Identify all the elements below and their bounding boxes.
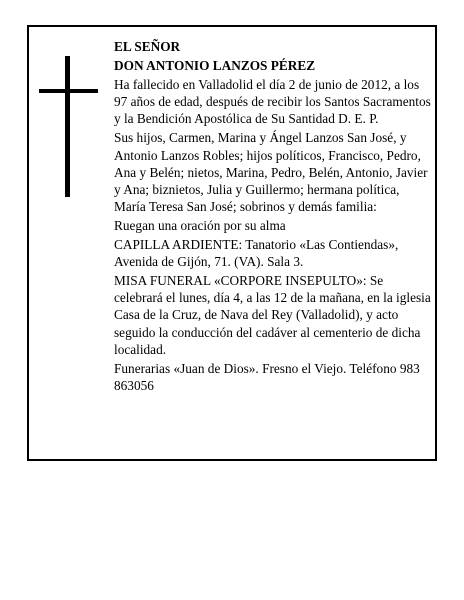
obituary-text (114, 38, 432, 396)
notice-title: EL SEÑOR (114, 39, 181, 54)
funeral-mass-info: MISA FUNERAL «CORPORE INSEPULTO»: Se celebrará el lunes, día 4, a las 12 de la mañana, en la iglesia Casa de la Cruz, de Nava del Rey (Valladolid), y acto seguido la conducción del cadáver al cementerio de dicha localidad. (114, 273, 431, 357)
prayer-request: Ruegan una oración por su alma (114, 217, 286, 233)
funeral-home-contact: Funerarias «Juan de Dios». Fresno el Viejo. Teléfono 983 863056 (114, 360, 420, 393)
family-list: Sus hijos, Carmen, Marina y Ángel Lanzos San José, y Antonio Lanzos Robles; hijos políticos, Francisco, Pedro, Ana y Belén; nietos, Marina, Pedro, Belén, Antonio, Javier y Ana; biznietos, Julia y Guillermo; hermana política, María Teresa San José; sobrinos y demás familia: (114, 130, 428, 214)
cross-icon (39, 56, 99, 197)
death-announcement: Ha fallecido en Valladolid el día 2 de junio de 2012, a los 97 años de edad, después de recibir los Santos Sacramentos y la Bendición Apostólica de Su Santidad D. E. P. (114, 77, 431, 127)
deceased-name: DON ANTONIO LANZOS PÉREZ (114, 58, 316, 74)
funeral-chapel-info: CAPILLA ARDIENTE: Tanatorio «Las Contiendas», Avenida de Gijón, 71. (VA). Sala 3. (114, 237, 399, 270)
cross-vertical-bar (65, 56, 70, 197)
cross-horizontal-bar (39, 89, 98, 93)
